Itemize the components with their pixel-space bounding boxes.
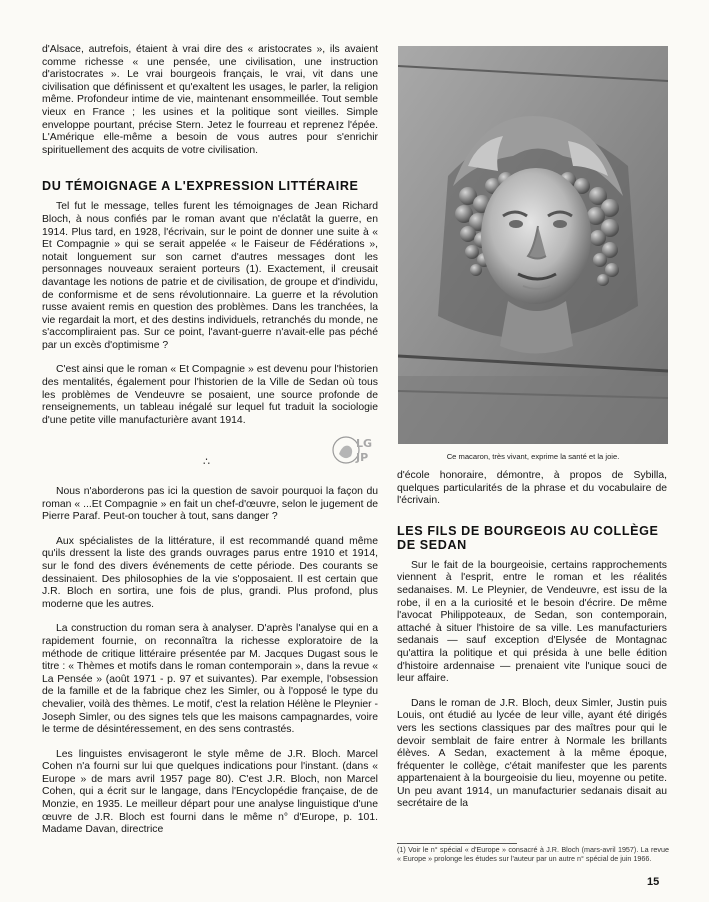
lgjp-stamp-logo (330, 430, 378, 470)
body-paragraph: Sur le fait de la bourgeoisie, certains rapprochements viennent à l'esprit, entre le roman et les réalités sedanaises. M. Le Pleynier, de Vendeuvre, est issu de la robe, il en a la curiosité et le besoin d'écrire. De même l'avocat Philippoteaux, de Sedan, son contemporain, attaché à situer l'histoire de sa ville. Les manufacturiers sedanais — sauf exception d'Elysée de Montagnac qu'attira la politique et qui présida à une belle édition d'histoire ardennaise — prenaient vite l'unique souci de leur affaire. (397, 559, 667, 685)
macaron-photo (398, 46, 668, 444)
body-paragraph: Nous n'aborderons pas ici la question de savoir pourquoi la façon du roman « ...Et Compagnie » en fait un chef-d'œuvre, selon le jugement de Pierre Paraf. Peut-on toucher à tout, sans danger ? (42, 486, 378, 523)
section-separator: ∴ (203, 456, 210, 468)
stamp-line-1: LG (356, 437, 373, 450)
footnote (397, 846, 669, 863)
section-title-temoignage: DU TÉMOIGNAGE A L'EXPRESSION LITTÉRAIRE (42, 179, 359, 194)
section-title-fils-de-bourgeois: LES FILS DE BOURGEOIS AU COLLÈGE DE SEDAN (397, 523, 659, 552)
left-column-bottom (42, 486, 378, 837)
body-paragraph: Les linguistes envisageront le style même de J.R. Bloch. Marcel Cohen n'a fourni sur lui que quelques indications pour l'instant. (dans « Europe » de mars avril 1957 page 80). C'est J.R. Bloch, non Marcel Cohen, qui a écrit sur le langage, dans l'Encyclopédie française, de de Monzie, en 1935. Le meilleur départ pour une analyse linguistique d'une œuvre de J.R. Bloch est fourni dans le même n° d'Europe, p. 101. Madame Davan, directrice (42, 748, 378, 836)
body-paragraph: Aux spécialistes de la littérature, il est recommandé quand même qu'ils dressent la liste des grands ouvrages parus entre 1910 et 1914, sur le fond des divers événements de cette période. Des courants se dessinaient. Des philosophies de la vie s'opposaient. Il est certain que J.R. Bloch en sortira, une fois de plus, grandi. Plus profond, plus moderne que les autres. (42, 535, 378, 610)
page-number: 15 (647, 876, 660, 888)
continued-paragraph: d'école honoraire, démontre, à propos de Sybilla, quelques particularités de la phrase et du vocabulaire de l'écrivain. (397, 470, 667, 507)
footnote-text: (1) Voir le n° spécial « d'Europe » consacré à J.R. Bloch (mars-avril 1957). La revue « Europe » prolonge les études sur l'auteur par un autre n° spécial de juin 1966. (397, 845, 669, 863)
footnote-divider (397, 843, 517, 844)
body-paragraph: Dans le roman de J.R. Bloch, deux Simler, Justin puis Louis, ont étudié au lycée de leur ville, ayant été dirigés vers les sections classiques par des maîtres pour qui le devoir semblait de faire entrer à Normale les brillants élèves. A Sedan, exactement à la même époque, fréquenter le collège, c'était manifester que les parents appartenaient à la bourgeoisie du lieu, moyenne ou petite. Un peu avant 1914, un manufacturier sedanais disait au secrétaire de la (397, 697, 667, 810)
right-column (397, 470, 667, 811)
intro-paragraph: d'Alsace, autrefois, étaient à vrai dire des « aristocrates », ils avaient comme richesse « une pensée, une civilisation, une instruction d'aristocrates ». Le vrai bourgeois français, le vrai, vit dans une civilisation que définissent et qu'exaltent les usages, le parler, la religion même. Profondeur intime de vie, maintenant ensommeillée. Tout semble vieux en France ; les usines et la politique sont vieilles. Simple enveloppe pourtant, précise Stern. Jetez le fourreau et reprenez l'épée. L'Amérique elle-même a besoin de vous autres pour s'enrichir spirituellement des acquits de votre civilisation. (42, 44, 378, 156)
left-column-top (42, 44, 378, 427)
body-paragraph: C'est ainsi que le roman « Et Compagnie » est devenu pour l'historien des mentalités, également pour l'historien de la Ville de Sedan où tous les problèmes de Vendeuvre se posaient, une source profonde de renseignements, un tableau inégalé sur lequel fut traduit la sociologie d'une petite ville manufacturière avant 1914. (42, 364, 378, 426)
stamp-line-2: JP (356, 451, 369, 464)
body-paragraph: La construction du roman sera à analyser. D'après l'analyse qui en a rapidement fournie, on reconnaîtra la richesse exploratoire de la méthode de critique littéraire présentée par M. Jacques Dugast sous le titre : « Thèmes et motifs dans le roman contemporain », dans la revue « La Pensée » (août 1971 - p. 97 et suivantes). Par exemple, l'obsession de la famille et de la fabrique chez les Simler, ou à l'opposé le type du chevalier, voilà des thèmes. Le motif, c'est la relation Hélène le Pleynier - Joseph Simler, ou des signes tels que les maisons campagnardes, voire le terme de désintéressement, en des sens contrastés. (42, 623, 378, 736)
body-paragraph: Tel fut le message, telles furent les témoignages de Jean Richard Bloch, à nous confiés par le roman avant que n'éclatât la guerre, en 1914. Plus tard, en 1928, l'écrivain, sur le point de donner une suite à « Et Compagnie » qui se serait appelée « le Faiseur de Fédérations », notait longuement sur son carnet d'autres messages dont les personnages nouveaux seraient porteurs (1). Exactement, il creusait davantage les notions de patrie et de civilisation, de groupe et d'individu, de conformisme et de sens révolutionnaire. La guerre et la révolution russe avaient remis en question des problèmes. Dans les tranchées, la vie regardait la mort, et des destins individuels, retranchés du monde, ne s'accompliraient pas. Sur ce point, l'avant-guerre n'avait-elle pas péché par un excès d'optimisme ? (42, 201, 378, 351)
photo-caption: Ce macaron, très vivant, exprime la santé et la joie. (446, 452, 620, 461)
